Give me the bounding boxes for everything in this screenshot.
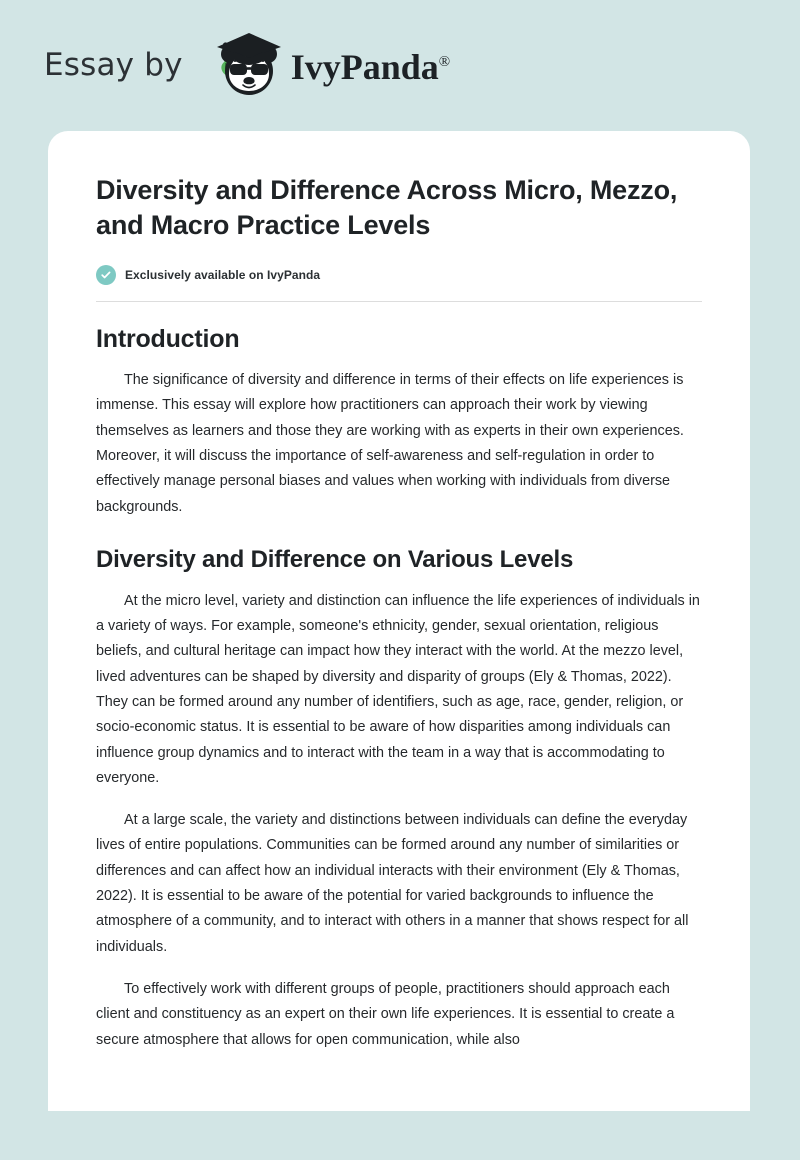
essay-by-label: Essay by	[44, 47, 183, 83]
section-heading-diversity-levels: Diversity and Difference on Various Levels	[96, 545, 574, 573]
page-title: Diversity and Difference Across Micro, Mezzo, and Macro Practice Levels	[96, 175, 678, 241]
exclusivity-badge	[96, 265, 702, 285]
paragraph: The significance of diversity and difference in terms of their effects on life experiences is immense. This essay will explore how practitioners can approach their work by viewing themselves as learners and those they are working with as experts in their own experiences. Moreover, it will discuss the importance of self-awareness and self-regulation in order to effectively manage personal biases and values when working with individuals from diverse backgrounds.	[96, 372, 684, 515]
brand-header	[0, 0, 800, 131]
registered-mark: ®	[438, 53, 451, 70]
exclusivity-badge-label: Exclusively available on IvyPanda	[125, 268, 321, 283]
paragraph: At a large scale, the variety and distinctions between individuals can define the everyday lives of entire populations. Communities can be formed around any number of similarities or differences and can affect how an individual interacts with their environment (Ely & Thomas, 2022). It is essential to be aware of the potential for varied backgrounds to influence the atmosphere of a community, and to interact with others in a manner that shows respect for all individuals.	[96, 812, 689, 955]
brand-name-text: IvyPanda	[290, 46, 439, 87]
paragraph: To effectively work with different groups of people, practitioners should approach each client and constituency as an expert on their own life experiences. It is essential to create a secure atmosphere that allows for open communication, while also	[96, 980, 675, 1048]
section-heading-introduction: Introduction	[96, 325, 240, 354]
panda-graduate-logo-icon	[197, 31, 289, 101]
check-circle-icon	[96, 265, 116, 285]
essay-paper-card	[48, 131, 750, 1111]
brand-wordmark	[290, 46, 451, 87]
ivypanda-logo[interactable]	[197, 31, 450, 101]
paragraph: At the micro level, variety and distinction can influence the life experiences of individuals in a variety of ways. For example, someone's ethnicity, gender, sexual orientation, religious beliefs, and cultural heritage can impact how they interact with the world. At the mezzo level, lived adventures can be shaped by diversity and disparity of groups (Ely & Thomas, 2022). They can be formed around any number of identifiers, such as age, race, gender, religion, or socio-economic status. It is essential to be aware of how disparities among individuals can influence group dynamics and to interact with the team in a way that is accommodating to everyone.	[96, 592, 700, 786]
title-divider	[96, 301, 702, 302]
